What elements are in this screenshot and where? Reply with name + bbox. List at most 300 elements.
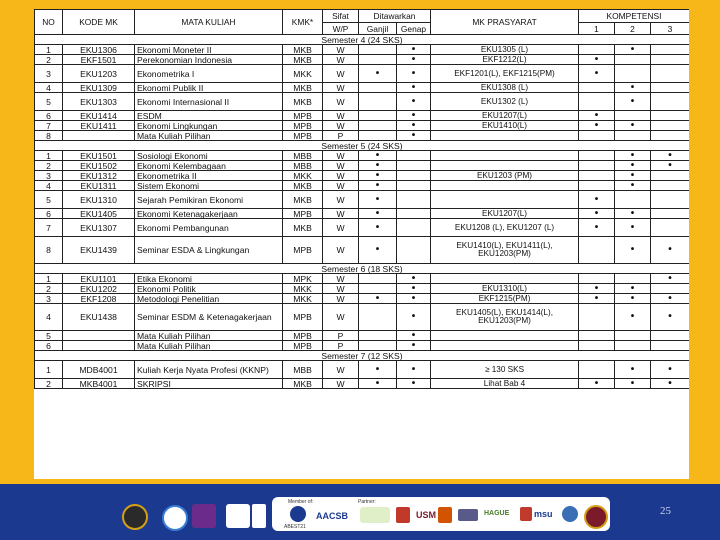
cell-kode: EKU1501: [63, 151, 135, 161]
cell-kompetensi-3: •: [651, 361, 690, 379]
cell-wp: W: [323, 191, 359, 209]
cell-kompetensi-1: •: [579, 209, 615, 219]
cell-kompetensi-3: [651, 284, 690, 294]
cell-kompetensi-2: •: [615, 209, 651, 219]
table-row: [35, 191, 690, 209]
semester-heading-row: [35, 351, 690, 361]
cell-wp: W: [323, 55, 359, 65]
cell-wp: W: [323, 237, 359, 264]
cell-mata-kuliah: Ekonomi Internasional II: [135, 93, 283, 111]
cell-kompetensi-2: [615, 131, 651, 141]
cell-kompetensi-3: [651, 121, 690, 131]
cell-mata-kuliah: Ekonomi Ketenagakerjaan: [135, 209, 283, 219]
cell-kompetensi-2: •: [615, 219, 651, 237]
cell-wp: P: [323, 331, 359, 341]
cell-kompetensi-2: •: [615, 284, 651, 294]
cell-ganjil: [359, 341, 397, 351]
cell-ganjil: •: [359, 209, 397, 219]
cell-kompetensi-2: [615, 191, 651, 209]
cell-kode: [63, 331, 135, 341]
cell-prasyarat: EKU1410(L): [431, 121, 579, 131]
cell-kompetensi-2: •: [615, 361, 651, 379]
cell-kmk: MKK: [283, 65, 323, 83]
cell-kompetensi-1: [579, 131, 615, 141]
table-row: [35, 294, 690, 304]
cell-kompetensi-1: •: [579, 219, 615, 237]
cell-wp: W: [323, 379, 359, 389]
cell-kode: EKU1312: [63, 171, 135, 181]
cell-no: 5: [35, 93, 63, 111]
cell-wp: P: [323, 131, 359, 141]
cell-ganjil: [359, 274, 397, 284]
cell-kompetensi-1: •: [579, 111, 615, 121]
cell-no: 2: [35, 284, 63, 294]
col-kompetensi: KOMPETENSI: [579, 10, 690, 23]
partner-logo-7-icon: [584, 505, 608, 529]
cell-kmk: MPK: [283, 274, 323, 284]
cell-ganjil: •: [359, 65, 397, 83]
partner-logo-2-icon: [396, 507, 410, 523]
col-genap: Genap: [397, 23, 431, 35]
cell-kompetensi-3: •: [651, 151, 690, 161]
cell-kompetensi-1: [579, 274, 615, 284]
cell-kompetensi-2: •: [615, 304, 651, 331]
cell-kompetensi-2: •: [615, 93, 651, 111]
cell-kmk: MBB: [283, 361, 323, 379]
cell-prasyarat: [431, 161, 579, 171]
cell-ganjil: •: [359, 379, 397, 389]
cell-prasyarat: EKU1405(L), EKU1414(L), EKU1203(PM): [431, 304, 579, 331]
cell-wp: W: [323, 361, 359, 379]
cell-kompetensi-1: [579, 171, 615, 181]
usm-label: USM: [416, 510, 436, 520]
cell-ganjil: [359, 111, 397, 121]
cell-kmk: MKB: [283, 219, 323, 237]
cell-prasyarat: EKF1212(L): [431, 55, 579, 65]
semester-heading-row: [35, 141, 690, 151]
cell-kode: EKU1203: [63, 65, 135, 83]
cell-kode: [63, 131, 135, 141]
cell-kompetensi-2: •: [615, 83, 651, 93]
cell-kode: EKU1439: [63, 237, 135, 264]
semester-title: Semester 4 (24 SKS): [35, 35, 690, 45]
cell-kompetensi-1: [579, 93, 615, 111]
cell-kompetensi-2: [615, 111, 651, 121]
cell-kompetensi-2: [615, 55, 651, 65]
cell-mata-kuliah: Kuliah Kerja Nyata Profesi (KKNP): [135, 361, 283, 379]
cell-ganjil: [359, 304, 397, 331]
cell-no: 3: [35, 171, 63, 181]
cell-ganjil: •: [359, 294, 397, 304]
cell-wp: P: [323, 341, 359, 351]
cell-kompetensi-2: •: [615, 181, 651, 191]
cell-kmk: MPB: [283, 341, 323, 351]
cell-mata-kuliah: Perekonomian Indonesia: [135, 55, 283, 65]
cell-kompetensi-3: [651, 331, 690, 341]
cell-kode: EKF1208: [63, 294, 135, 304]
cell-kmk: MKB: [283, 45, 323, 55]
cell-kompetensi-3: •: [651, 274, 690, 284]
cell-ganjil: [359, 131, 397, 141]
hague-label: HAGUE: [484, 510, 510, 517]
cell-kode: EKU1310: [63, 191, 135, 209]
cell-genap: •: [397, 121, 431, 131]
cell-no: 7: [35, 121, 63, 131]
table-row: [35, 83, 690, 93]
table-row: [35, 131, 690, 141]
cell-kmk: MPB: [283, 331, 323, 341]
cell-kode: EKU1309: [63, 83, 135, 93]
msu-label: msu: [534, 509, 553, 519]
cell-kode: EKU1438: [63, 304, 135, 331]
cell-ganjil: •: [359, 237, 397, 264]
semester-heading-row: [35, 264, 690, 274]
cell-kompetensi-2: •: [615, 45, 651, 55]
cell-kode: MKB4001: [63, 379, 135, 389]
cell-kmk: MPB: [283, 304, 323, 331]
cell-genap: •: [397, 93, 431, 111]
cell-kompetensi-2: [615, 65, 651, 83]
partner-logo-3-icon: [438, 507, 452, 523]
member-label: Member of:: [288, 499, 314, 505]
col-k2: 2: [615, 23, 651, 35]
aacsb-label: AACSB: [316, 511, 349, 521]
cell-wp: W: [323, 45, 359, 55]
cell-kode: EKU1307: [63, 219, 135, 237]
cell-genap: •: [397, 294, 431, 304]
table-row: [35, 65, 690, 83]
table-row: [35, 171, 690, 181]
cell-ganjil: [359, 331, 397, 341]
table-row: [35, 121, 690, 131]
cell-kmk: MKB: [283, 83, 323, 93]
cell-no: 6: [35, 209, 63, 219]
cell-kode: EKU1202: [63, 284, 135, 294]
cell-kmk: MKB: [283, 55, 323, 65]
cell-wp: W: [323, 284, 359, 294]
cell-prasyarat: [431, 274, 579, 284]
cell-kode: EKF1501: [63, 55, 135, 65]
cell-ganjil: •: [359, 219, 397, 237]
cell-genap: [397, 209, 431, 219]
cell-mata-kuliah: Sosiologi Ekonomi: [135, 151, 283, 161]
cell-prasyarat: EKU1310(L): [431, 284, 579, 294]
col-prasyarat: MK PRASYARAT: [431, 10, 579, 35]
table-row: [35, 161, 690, 171]
cell-no: 4: [35, 181, 63, 191]
cell-kompetensi-2: [615, 341, 651, 351]
cell-kompetensi-1: [579, 83, 615, 93]
cell-genap: •: [397, 361, 431, 379]
semester-title: Semester 7 (12 SKS): [35, 351, 690, 361]
cell-wp: W: [323, 294, 359, 304]
cell-prasyarat: EKU1308 (L): [431, 83, 579, 93]
cell-kmk: MPB: [283, 131, 323, 141]
cell-no: 2: [35, 55, 63, 65]
page-number: 25: [660, 505, 671, 517]
cell-no: 1: [35, 274, 63, 284]
cell-mata-kuliah: Ekonometrika II: [135, 171, 283, 181]
col-k3: 3: [651, 23, 690, 35]
cell-no: 6: [35, 341, 63, 351]
cell-kompetensi-2: •: [615, 294, 651, 304]
cell-kompetensi-1: [579, 45, 615, 55]
cell-kompetensi-3: [651, 55, 690, 65]
cell-kmk: MKB: [283, 93, 323, 111]
cell-kmk: MPB: [283, 121, 323, 131]
cell-kmk: MKK: [283, 171, 323, 181]
cell-genap: [397, 151, 431, 161]
cell-kmk: MPB: [283, 237, 323, 264]
cell-no: 2: [35, 379, 63, 389]
cell-ganjil: •: [359, 361, 397, 379]
cell-kompetensi-3: [651, 111, 690, 121]
cell-genap: •: [397, 274, 431, 284]
cell-wp: W: [323, 181, 359, 191]
col-k1: 1: [579, 23, 615, 35]
cell-ganjil: [359, 121, 397, 131]
cell-kompetensi-2: •: [615, 379, 651, 389]
cell-kode: EKU1405: [63, 209, 135, 219]
cell-ganjil: •: [359, 151, 397, 161]
cell-genap: [397, 237, 431, 264]
cell-kompetensi-3: •: [651, 304, 690, 331]
table-row: [35, 181, 690, 191]
cell-kode: EKU1502: [63, 161, 135, 171]
cell-kode: EKU1414: [63, 111, 135, 121]
cell-genap: [397, 191, 431, 209]
table-row: [35, 111, 690, 121]
table-row: [35, 151, 690, 161]
partner-logo-6-icon: [562, 506, 578, 522]
cell-kompetensi-1: •: [579, 65, 615, 83]
cell-wp: W: [323, 83, 359, 93]
col-ganjil: Ganjil: [359, 23, 397, 35]
cell-genap: •: [397, 284, 431, 294]
partner-logo-4-icon: [458, 509, 478, 521]
table-row: [35, 284, 690, 294]
cell-genap: •: [397, 111, 431, 121]
semester-title: Semester 6 (18 SKS): [35, 264, 690, 274]
cell-kompetensi-1: •: [579, 294, 615, 304]
cell-prasyarat: EKU1207(L): [431, 209, 579, 219]
cell-kompetensi-1: [579, 304, 615, 331]
table-row: [35, 237, 690, 264]
cell-wp: W: [323, 171, 359, 181]
col-sifat: Sifat: [323, 10, 359, 23]
col-kode: KODE MK: [63, 10, 135, 35]
cell-kompetensi-1: •: [579, 284, 615, 294]
cell-prasyarat: EKF1215(PM): [431, 294, 579, 304]
cell-mata-kuliah: Ekonomi Kelembagaan: [135, 161, 283, 171]
cell-genap: •: [397, 379, 431, 389]
cell-kompetensi-3: •: [651, 161, 690, 171]
curriculum-sheet: [34, 9, 689, 479]
cell-no: 5: [35, 191, 63, 209]
cell-mata-kuliah: Mata Kuliah Pilihan: [135, 341, 283, 351]
cell-no: 5: [35, 331, 63, 341]
cell-kompetensi-1: •: [579, 55, 615, 65]
table-row: [35, 331, 690, 341]
cell-genap: •: [397, 65, 431, 83]
cell-mata-kuliah: Ekonometrika I: [135, 65, 283, 83]
cell-wp: W: [323, 161, 359, 171]
cell-kompetensi-2: •: [615, 237, 651, 264]
cell-no: 4: [35, 83, 63, 93]
cell-mata-kuliah: Ekonomi Politik: [135, 284, 283, 294]
cell-genap: •: [397, 131, 431, 141]
cell-kmk: MPB: [283, 111, 323, 121]
cell-kompetensi-1: [579, 361, 615, 379]
cell-prasyarat: EKU1203 (PM): [431, 171, 579, 181]
cell-kompetensi-2: •: [615, 151, 651, 161]
cell-kompetensi-3: [651, 65, 690, 83]
cell-mata-kuliah: ESDM: [135, 111, 283, 121]
abest-logo-icon: [290, 506, 306, 522]
cell-mata-kuliah: Seminar ESDM & Ketenagakerjaan: [135, 304, 283, 331]
cell-no: 4: [35, 304, 63, 331]
cell-no: 1: [35, 361, 63, 379]
cell-kompetensi-2: [615, 331, 651, 341]
col-wp: W/P: [323, 23, 359, 35]
cell-kompetensi-1: [579, 181, 615, 191]
cell-prasyarat: [431, 331, 579, 341]
cell-no: 2: [35, 161, 63, 171]
cell-genap: •: [397, 331, 431, 341]
table-row: [35, 379, 690, 389]
cell-genap: •: [397, 83, 431, 93]
curriculum-table: [34, 9, 689, 389]
cell-kmk: MKB: [283, 379, 323, 389]
cell-mata-kuliah: Metodologi Penelitian: [135, 294, 283, 304]
cell-kode: EKU1306: [63, 45, 135, 55]
cell-kmk: MKK: [283, 294, 323, 304]
cell-kompetensi-3: [651, 131, 690, 141]
cell-kompetensi-3: [651, 209, 690, 219]
cell-kompetensi-3: [651, 341, 690, 351]
cell-kompetensi-1: •: [579, 191, 615, 209]
cell-kompetensi-1: [579, 151, 615, 161]
cell-mata-kuliah: Etika Ekonomi: [135, 274, 283, 284]
cell-no: 3: [35, 65, 63, 83]
cell-kode: EKU1101: [63, 274, 135, 284]
cell-mata-kuliah: SKRIPSI: [135, 379, 283, 389]
cell-genap: [397, 181, 431, 191]
cell-genap: •: [397, 304, 431, 331]
cell-kmk: MKK: [283, 284, 323, 294]
cell-kode: EKU1303: [63, 93, 135, 111]
cell-wp: W: [323, 151, 359, 161]
partner-logo-1-icon: [360, 507, 390, 523]
cell-prasyarat: ≥ 130 SKS: [431, 361, 579, 379]
accreditation-logo-icon: [192, 504, 216, 528]
iso-logo-icon: [226, 504, 250, 528]
table-row: [35, 341, 690, 351]
cell-prasyarat: [431, 151, 579, 161]
table-header: [35, 10, 690, 35]
faculty-logo-icon: [162, 505, 188, 531]
cell-ganjil: [359, 93, 397, 111]
cell-kompetensi-1: •: [579, 121, 615, 131]
cell-genap: •: [397, 55, 431, 65]
cell-no: 6: [35, 111, 63, 121]
cell-wp: W: [323, 121, 359, 131]
cell-kompetensi-3: [651, 93, 690, 111]
cell-mata-kuliah: Ekonomi Pembangunan: [135, 219, 283, 237]
cell-mata-kuliah: Ekonomi Lingkungan: [135, 121, 283, 131]
col-kmk: KMK*: [283, 10, 323, 35]
cell-ganjil: •: [359, 191, 397, 209]
partner-logo-strip: [272, 497, 610, 531]
cell-kompetensi-1: [579, 161, 615, 171]
cell-kmk: MBB: [283, 151, 323, 161]
table-row: [35, 93, 690, 111]
table-row: [35, 209, 690, 219]
cell-kompetensi-1: [579, 237, 615, 264]
cell-genap: •: [397, 45, 431, 55]
cell-genap: [397, 219, 431, 237]
cell-ganjil: [359, 55, 397, 65]
table-row: [35, 55, 690, 65]
cell-prasyarat: EKF1201(L), EKF1215(PM): [431, 65, 579, 83]
cell-kmk: MKB: [283, 181, 323, 191]
cell-genap: [397, 161, 431, 171]
col-no: NO: [35, 10, 63, 35]
cell-kompetensi-3: [651, 45, 690, 55]
partner-label: Partner:: [358, 499, 376, 505]
cell-kode: [63, 341, 135, 351]
cell-kompetensi-2: [615, 274, 651, 284]
cell-kompetensi-3: [651, 219, 690, 237]
cell-kompetensi-1: [579, 331, 615, 341]
cell-mata-kuliah: Mata Kuliah Pilihan: [135, 131, 283, 141]
certification-logo-icon: [252, 504, 266, 528]
table-row: [35, 219, 690, 237]
semester-title: Semester 5 (24 SKS): [35, 141, 690, 151]
cell-genap: [397, 171, 431, 181]
partner-logo-5-icon: [520, 507, 532, 521]
cell-kompetensi-2: •: [615, 161, 651, 171]
cell-kode: EKU1311: [63, 181, 135, 191]
cell-kompetensi-3: •: [651, 379, 690, 389]
cell-wp: W: [323, 93, 359, 111]
cell-prasyarat: EKU1410(L), EKU1411(L), EKU1203(PM): [431, 237, 579, 264]
cell-kmk: MKB: [283, 191, 323, 209]
col-ditawarkan: Ditawarkan: [359, 10, 431, 23]
semester-heading-row: [35, 35, 690, 45]
cell-wp: W: [323, 111, 359, 121]
cell-kompetensi-2: •: [615, 121, 651, 131]
cell-prasyarat: [431, 341, 579, 351]
cell-kompetensi-1: •: [579, 379, 615, 389]
cell-mata-kuliah: Sistem Ekonomi: [135, 181, 283, 191]
cell-kmk: MPB: [283, 209, 323, 219]
cell-kompetensi-3: [651, 171, 690, 181]
cell-mata-kuliah: Ekonomi Moneter II: [135, 45, 283, 55]
cell-prasyarat: Lihat Bab 4: [431, 379, 579, 389]
cell-kode: MDB4001: [63, 361, 135, 379]
cell-genap: •: [397, 341, 431, 351]
cell-ganjil: •: [359, 181, 397, 191]
table-row: [35, 304, 690, 331]
cell-mata-kuliah: Mata Kuliah Pilihan: [135, 331, 283, 341]
cell-no: 1: [35, 45, 63, 55]
cell-wp: W: [323, 274, 359, 284]
cell-kode: EKU1411: [63, 121, 135, 131]
cell-no: 7: [35, 219, 63, 237]
cell-kompetensi-2: •: [615, 171, 651, 181]
cell-kompetensi-3: [651, 83, 690, 93]
